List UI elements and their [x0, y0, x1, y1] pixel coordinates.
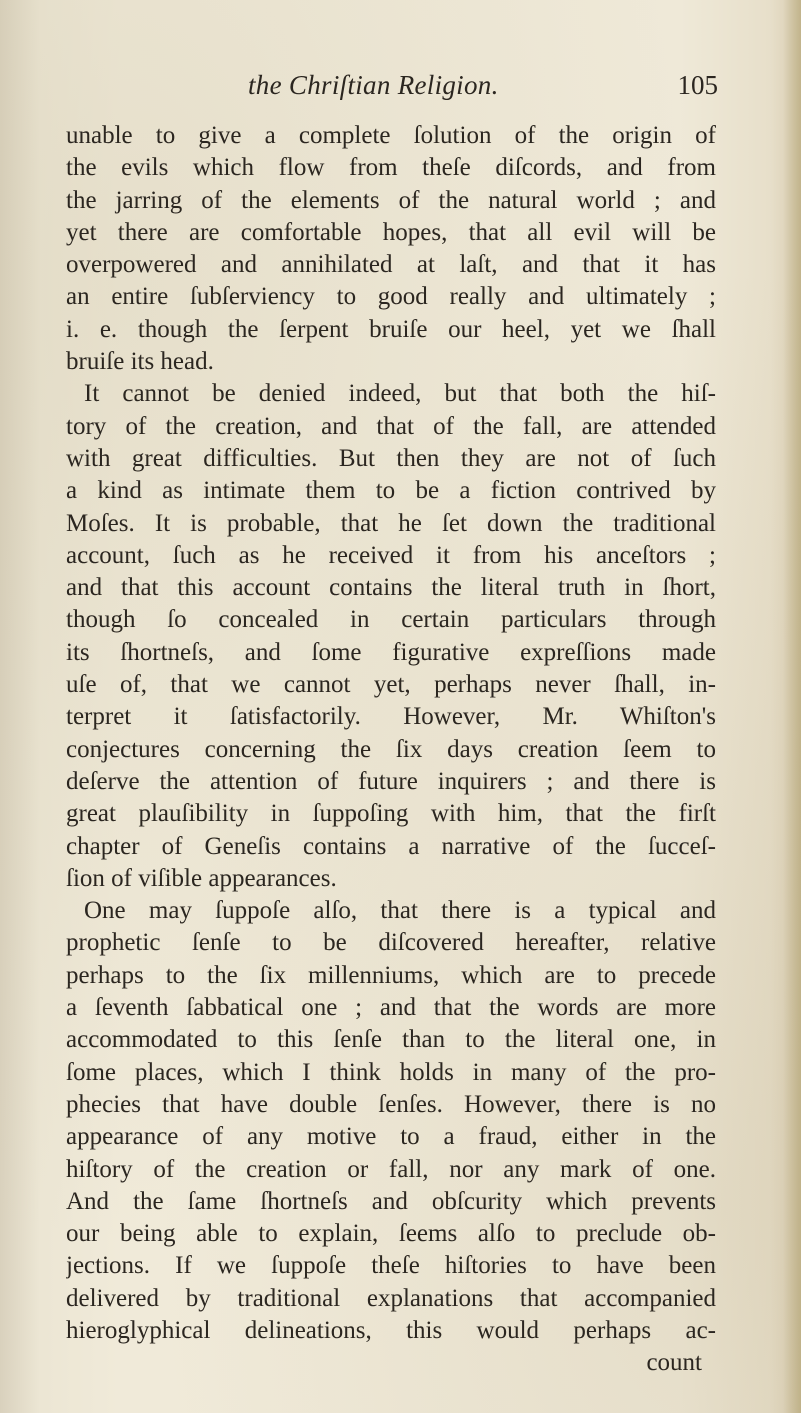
text-line: hieroglyphical delineations, this would perhaps ac-: [66, 1316, 716, 1344]
text-line: jections. If we ſuppoſe theſe hiſtories to have been: [66, 1252, 716, 1280]
text-line: deſerve the attention of future inquirers ; and there is: [66, 767, 716, 795]
text-line: tory of the creation, and that of the fall, are attended: [66, 412, 716, 440]
text-line: an entire ſubſerviency to good really and ultimately ;: [66, 283, 716, 311]
page-header: [248, 70, 718, 106]
text-line: the evils which flow from theſe diſcords, and from: [66, 154, 716, 182]
text-line: chapter of Geneſis contains a narrative of the ſucceſ-: [66, 832, 716, 860]
text-line: a kind as intimate them to be a fiction contrived by: [66, 477, 716, 505]
text-line: conjectures concerning the ſix days creation ſeem to: [66, 735, 716, 763]
text-line: uſe of, that we cannot yet, perhaps never ſhall, in-: [66, 671, 716, 699]
running-title: the Chriſtian Religion.: [248, 70, 499, 100]
text-line: ſome places, which I think holds in many of the pro-: [66, 1058, 716, 1086]
catchword: count: [646, 1349, 702, 1377]
text-line: a ſeventh ſabbatical one ; and that the words are more: [66, 994, 716, 1022]
text-line: its ſhortneſs, and ſome figurative expreſſions made: [66, 638, 716, 666]
text-line: unable to give a complete ſolution of the origin of: [66, 122, 716, 149]
text-line: accommodated to this ſenſe than to the literal one, in: [66, 1026, 716, 1054]
text-line: though ſo concealed in certain particulars through: [66, 606, 716, 634]
text-line: It cannot be denied indeed, but that both the hiſ-: [84, 380, 716, 408]
body-text: [66, 120, 716, 1380]
text-line: bruiſe its head.: [66, 348, 214, 376]
text-line: appearance of any motive to a fraud, either in the: [66, 1123, 716, 1151]
text-line: terpret it ſatisfactorily. However, Mr. Whiſton's: [66, 703, 716, 731]
text-line: perhaps to the ſix millenniums, which are to precede: [66, 961, 716, 989]
text-line: the jarring of the elements of the natural world ; and: [66, 186, 716, 214]
text-line: yet there are comfortable hopes, that all evil will be: [66, 218, 716, 246]
page-number: 105: [677, 70, 718, 100]
text-line: our being able to explain, ſeems alſo to preclude ob-: [66, 1220, 716, 1248]
text-line: ſion of viſible appearances.: [66, 864, 337, 892]
page-edge-shadow: [783, 0, 801, 1413]
text-line: phecies that have double ſenſes. However, there is no: [66, 1090, 716, 1118]
text-line: i. e. though the ſerpent bruiſe our heel, yet we ſhall: [66, 315, 716, 343]
text-line: overpowered and annihilated at laſt, and that it has: [66, 251, 716, 279]
text-line: delivered by traditional explanations that accompanied: [66, 1284, 716, 1312]
text-line: Moſes. It is probable, that he ſet down the traditional: [66, 509, 716, 537]
text-line: and that this account contains the literal truth in ſhort,: [66, 574, 716, 602]
text-line: with great difficulties. But then they are not of ſuch: [66, 444, 716, 472]
text-line: One may ſuppoſe alſo, that there is a typical and: [84, 897, 716, 925]
text-line: account, ſuch as he received it from his anceſtors ;: [66, 541, 716, 569]
text-line: And the ſame ſhortneſs and obſcurity which prevents: [66, 1187, 716, 1215]
text-line: great plauſibility in ſuppoſing with him, that the firſt: [66, 800, 716, 828]
text-line: hiſtory of the creation or fall, nor any mark of one.: [66, 1155, 716, 1183]
text-line: prophetic ſenſe to be diſcovered hereafter, relative: [66, 929, 716, 957]
